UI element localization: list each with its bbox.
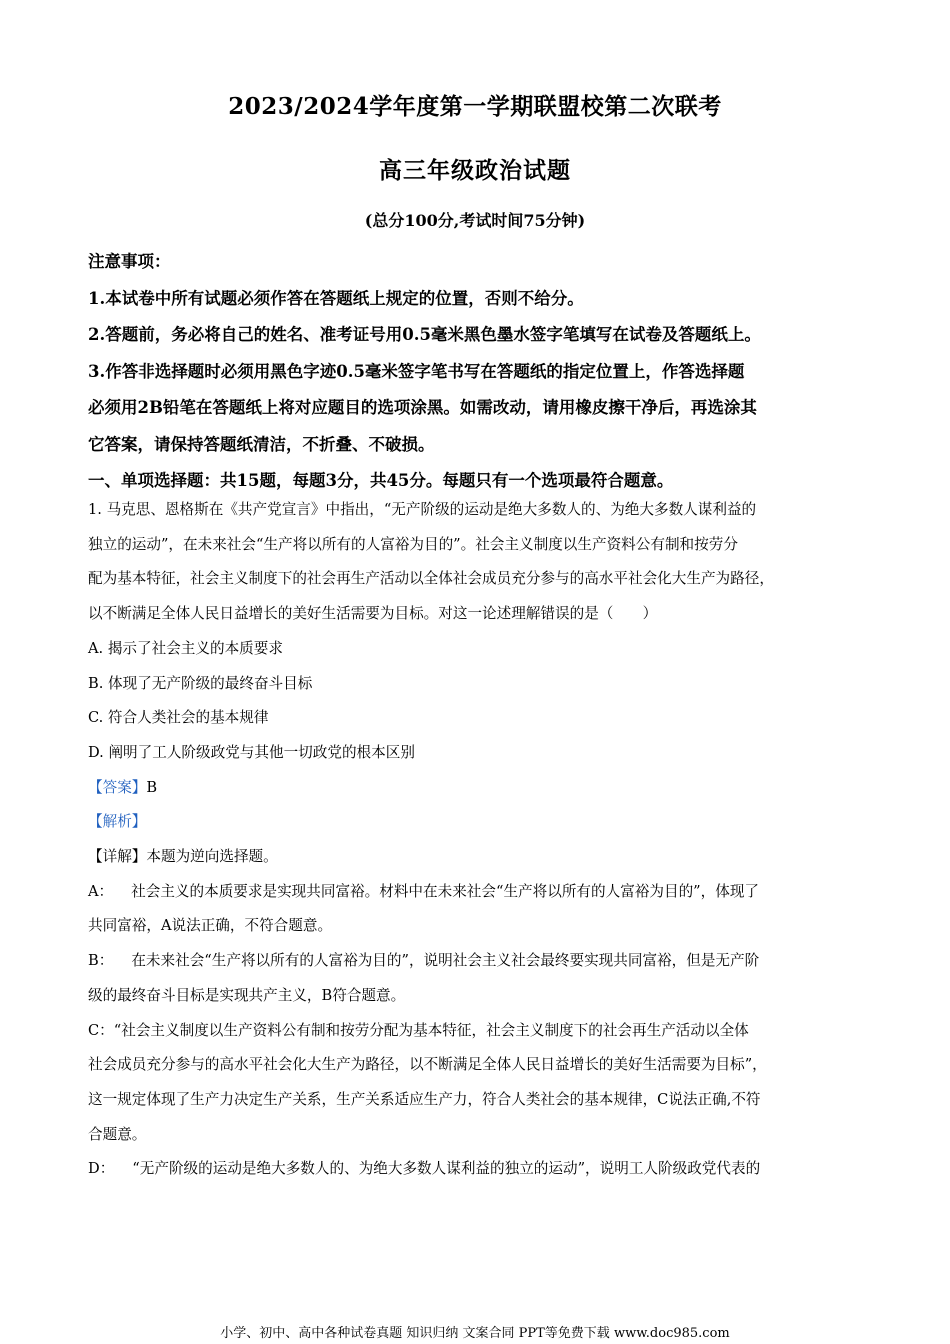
question-stem-line: 独立的运动”，在未来社会“生产将以所有的人富裕为目的”。社会主义制度以生产资料公有制和按劳分 [88, 535, 738, 553]
explanation-b-text: 在未来社会“生产将以所有的人富裕为目的”，说明社会主义社会最终要实现共同富裕，但是无产阶 [131, 952, 760, 970]
explanation-d-text: “无产阶级的运动是绝大多数人的、为绝大多数人谋利益的独立的运动”，说明工人阶级政党代表的 [132, 1160, 761, 1178]
explanation-b-label: B： [88, 952, 114, 970]
explanation-b-line: 级的最终奋斗目标是实现共产主义，B符合题意。 [88, 986, 406, 1004]
notice-item: 1.本试卷中所有试题必须作答在答题纸上规定的位置，否则不给分。 [88, 288, 584, 308]
explanation-b-line [88, 944, 868, 979]
answer-value: B [146, 778, 158, 796]
question-stem-line: 以不断满足全体人民日益增长的美好生活需要为目标。对这一论述理解错误的是（ ） [88, 605, 658, 623]
exam-info: (总分100分,考试时间75分钟) [364, 211, 586, 230]
explanation-d-line [88, 1152, 868, 1187]
notice-item: 2.答题前，务必将自己的姓名、准考证号用0.5毫米黑色墨水签字笔填写在试卷及答题纸上。 [88, 325, 761, 344]
explanation-a-text: 社会主义的本质要求是实现共同富裕。材料中在未来社会“生产将以所有的人富裕为目的”，体现了 [131, 882, 760, 900]
option-b: B. 体现了无产阶级的最终奋斗目标 [88, 674, 313, 692]
detail-line [88, 840, 868, 875]
explanation-c-line: 社会成员充分参与的高水平社会化大生产为路径，以不断满足全体人民日益增长的美好生活需要为目标”， [88, 1056, 767, 1074]
answer-line [88, 771, 868, 806]
explanation-c-line: 合题意。 [88, 1125, 147, 1143]
detail-intro: 本题为逆向选择题。 [146, 848, 278, 866]
explanation-a-line: 共同富裕，A说法正确，不符合题意。 [88, 917, 333, 935]
exam-title: 2023/2024学年度第一学期联盟校第二次联考 [228, 93, 722, 120]
option-a: A. 揭示了社会主义的本质要求 [88, 639, 283, 657]
notice-section [88, 244, 868, 500]
explanation-c-line [88, 1014, 868, 1049]
explanation-c-line: 这一规定体现了生产力决定生产关系，生产关系适应生产力，符合人类社会的基本规律，C说法正确,不符 [88, 1090, 761, 1108]
notice-item: 它答案，请保持答题纸清洁，不折叠、不破损。 [88, 434, 435, 454]
answer-tag: 【答案】 [88, 778, 147, 796]
analysis-line [88, 805, 868, 840]
explanation-c-label: C： [88, 1021, 114, 1039]
notice-heading: 注意事项： [88, 252, 171, 271]
explanation-d-label: D： [88, 1160, 115, 1178]
question-stem-line: 配为基本特征，社会主义制度下的社会再生产活动以全体社会成员充分参与的高水平社会化大生产为路径， [88, 570, 774, 588]
page-footer: 小学、初中、高中各种试卷真题 知识归纳 文案合同 PPT等免费下载 www.doc985.com [220, 1326, 730, 1341]
explanation-a-label: A： [88, 882, 114, 900]
explanation-a-line [88, 875, 868, 910]
question-stem-line: 1. 马克思、恩格斯在《共产党宣言》中指出，“无产阶级的运动是绝大多数人的、为绝大多数人谋利益的 [88, 501, 757, 518]
detail-tag: 【详解】 [88, 848, 147, 866]
option-d: D. 阐明了工人阶级政党与其他一切政党的根本区别 [88, 743, 415, 761]
notice-item: 3.作答非选择题时必须用黑色字迹0.5毫米签字笔书写在答题纸的指定位置上，作答选择题 [88, 361, 745, 381]
question-1 [88, 493, 868, 1187]
section-heading: 一、单项选择题：共15题，每题3分，共45分。每题只有一个选项最符合题意。 [88, 471, 674, 490]
notice-item: 必须用2B铅笔在答题纸上将对应题目的选项涂黑。如需改动，请用橡皮擦干净后，再选涂其 [88, 398, 757, 417]
explanation-c-text: “社会主义制度以生产资料公有制和按劳分配为基本特征，社会主义制度下的社会再生产活动以全体 [113, 1021, 749, 1039]
analysis-tag: 【解析】 [88, 813, 147, 831]
exam-subject: 高三年级政治试题 [379, 157, 571, 184]
option-c: C. 符合人类社会的基本规律 [88, 709, 269, 727]
